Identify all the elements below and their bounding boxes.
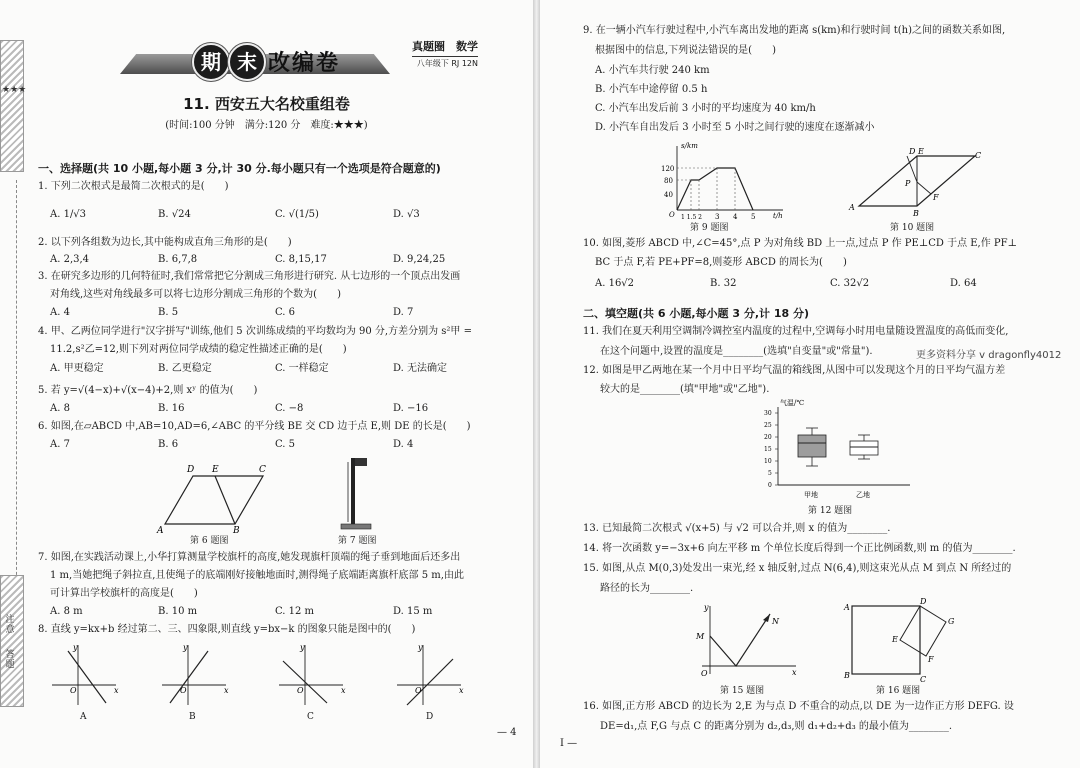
svg-text:O: O (415, 686, 422, 695)
question-8-label-a: A (80, 712, 87, 722)
question-3-option-c: C. 6 (275, 307, 296, 318)
question-8-graph-d (393, 641, 467, 709)
svg-text:x: x (341, 686, 346, 695)
figure-9-caption: 第 9 题图 (690, 223, 729, 233)
question-5-option-a: A. 8 (50, 403, 70, 414)
svg-text:5: 5 (751, 213, 756, 221)
svg-text:E: E (892, 635, 898, 644)
question-1-option-b: B. √24 (158, 209, 191, 220)
question-2-option-c: C. 8,15,17 (275, 254, 327, 265)
question-8-label-d: D (426, 712, 434, 722)
svg-text:0: 0 (768, 482, 772, 489)
svg-text:C: C (975, 151, 982, 160)
question-8-label-c: C (307, 712, 314, 722)
right-page (540, 0, 1080, 768)
question-7-option-a: A. 8 m (50, 606, 83, 617)
question-9-option-a: A. 小汽车共行驶 240 km (595, 65, 710, 76)
figure-12-boxplot (750, 397, 920, 501)
question-9-option-d: D. 小汽车自出发后 3 小时至 5 小时之间行驶的速度在逐渐减小 (595, 122, 875, 133)
question-10-option-c: C. 32√2 (830, 278, 870, 289)
margin-label-answer: 答题 (5, 650, 15, 670)
series-grade: 八年级下 RJ 12N (412, 56, 478, 69)
svg-text:C: C (920, 675, 927, 682)
svg-text:x: x (792, 668, 797, 677)
page-number-right: I — (560, 738, 578, 749)
question-8-stem: 8. 直线 y=kx+b 经过第二、三、四象限,则直线 y=bx−k 的图象只能是图中的( ) (38, 624, 416, 635)
banner-char-1: 期 (192, 43, 230, 81)
svg-text:10: 10 (764, 458, 772, 465)
svg-text:B: B (913, 209, 919, 218)
series-label (412, 38, 478, 69)
question-9-line-1: 9. 在一辆小汽车行驶过程中,小汽车离出发地的距离 s(km)和行驶时间 t(h)之间的函数关系如图, (583, 25, 1006, 36)
question-15-line-2: 路径的长为________. (600, 583, 694, 594)
question-5-option-b: B. 16 (158, 403, 185, 414)
question-8-graph-c (275, 641, 349, 709)
svg-text:A: A (849, 203, 855, 212)
svg-text:乙地: 乙地 (856, 491, 870, 499)
svg-text:F: F (928, 655, 934, 664)
question-7-option-d: D. 15 m (393, 606, 433, 617)
fig6-label-a: A (157, 526, 164, 534)
svg-text:气温/℃: 气温/℃ (780, 399, 805, 407)
fig6-label-c: C (259, 465, 266, 475)
svg-text:x: x (114, 686, 119, 695)
figure-9-distance-time-graph (655, 140, 795, 222)
svg-text:y: y (704, 603, 709, 612)
svg-text:M: M (696, 632, 705, 641)
question-4-option-c: C. 一样稳定 (275, 363, 329, 374)
question-9-option-c: C. 小汽车出发后前 3 小时的平均速度为 40 km/h (595, 103, 816, 114)
banner-rest: 改编卷 (268, 51, 341, 76)
question-7-option-c: C. 12 m (275, 606, 315, 617)
section-choice-heading: 一、选择题(共 10 小题,每小题 3 分,计 30 分.每小题只有一个选项是符合题意的) (38, 162, 441, 175)
question-12-line-2: 较大的是________(填"甲地"或"乙地"). (600, 384, 770, 395)
question-11-line-2: 在这个问题中,设置的温度是________(选填"自变量"或"常量"). (600, 346, 873, 357)
question-3-option-a: A. 4 (50, 307, 70, 318)
question-5-option-c: C. −8 (275, 403, 304, 414)
question-16-line-1: 16. 如图,正方形 ABCD 的边长为 2,E 为与点 D 不重合的动点,以 DE 为一边作正方形 DEFG. 设 (583, 701, 1014, 712)
question-13: 13. 已知最简二次根式 √(x+5) 与 √2 可以合并,则 x 的值为________. (583, 523, 891, 534)
question-1-stem: 1. 下列二次根式是最简二次根式的是( ) (38, 181, 229, 192)
svg-text:4: 4 (733, 213, 738, 221)
svg-text:30: 30 (764, 410, 772, 417)
svg-text:3: 3 (715, 213, 720, 221)
svg-text:x: x (459, 686, 464, 695)
figure-10-caption: 第 10 题图 (890, 223, 935, 233)
figure-15-reflection (692, 600, 802, 680)
question-11-line-1: 11. 我们在夏天利用空调制冷调控室内温度的过程中,空调每小时用电量随设置温度的高低而变化, (583, 326, 1009, 337)
question-15-line-1: 15. 如图,从点 M(0,3)处发出一束光,经 x 轴反射,过点 N(6,4),则这束光从点 M 到点 N 所经过的 (583, 563, 1012, 574)
svg-text:y: y (300, 643, 305, 652)
question-6-option-a: A. 7 (50, 439, 70, 450)
fig6-label-e: E (212, 465, 219, 475)
svg-text:40: 40 (664, 191, 673, 199)
svg-text:D: D (920, 598, 927, 606)
question-14: 14. 将一次函数 y=−3x+6 向左平移 m 个单位长度后得到一个正比例函数,则 m 的值为________. (583, 543, 1016, 554)
question-5-stem: 5. 若 y=√(4−x)+√(x−4)+2,则 xʸ 的值为( ) (38, 385, 258, 396)
question-7-option-b: B. 10 m (158, 606, 198, 617)
exam-meta: (时间:100 分钟 满分:120 分 难度:★★★) (165, 120, 368, 131)
left-page (0, 0, 533, 768)
question-8-graph-b (158, 641, 232, 709)
svg-text:25: 25 (764, 422, 772, 429)
question-10-option-d: D. 64 (950, 278, 977, 289)
question-10-line-2: BC 于点 F,若 PE+PF=8,则菱形 ABCD 的周长为( ) (595, 257, 847, 268)
question-4-line-1: 4. 甲、乙两位同学进行"汉字拼写"训练,他们 5 次训练成绩的平均数均为 90 分,方差分别为 s²甲 = (38, 326, 472, 337)
figure-7-flagpole (335, 452, 375, 534)
svg-text:O: O (669, 211, 675, 219)
page-number-left: — 4 (497, 727, 517, 738)
svg-text:y: y (183, 643, 188, 652)
binding-margin (0, 40, 30, 760)
svg-text:A: A (844, 603, 850, 612)
question-10-option-b: B. 32 (710, 278, 737, 289)
svg-text:1 1.5 2: 1 1.5 2 (681, 214, 702, 221)
figure-6-caption: 第 6 题图 (190, 536, 229, 546)
banner-char-2: 末 (228, 43, 266, 81)
svg-text:20: 20 (764, 434, 772, 441)
question-7-line-2: 1 m,当她把绳子斜拉直,且使绳子的底端刚好接触地面时,测得绳子底端距离旗杆底部 5 m,由此 (50, 570, 464, 581)
question-9-option-b: B. 小汽车中途停留 0.5 h (595, 84, 708, 95)
question-16-line-2: DE=d₁,点 F,G 与点 C 的距离分别为 d₂,d₃,则 d₁+d₂+d₃ 的最小值为________. (600, 721, 953, 732)
svg-text:B: B (844, 671, 850, 680)
section-fill-heading: 二、填空题(共 6 小题,每小题 3 分,计 18 分) (583, 307, 810, 320)
svg-text:甲地: 甲地 (804, 491, 818, 499)
svg-text:D: D (909, 148, 916, 156)
question-1-option-a: A. 1/√3 (50, 209, 87, 220)
question-10-option-a: A. 16√2 (595, 278, 635, 289)
series-name: 真题圈 数学 (412, 40, 478, 53)
svg-text:E: E (918, 148, 924, 156)
question-8-label-b: B (189, 712, 196, 722)
margin-hatch-bottom (0, 575, 24, 707)
svg-text:N: N (772, 617, 779, 626)
book-gutter (533, 0, 540, 768)
question-3-option-d: D. 7 (393, 307, 414, 318)
fig6-label-b: B (233, 526, 240, 534)
svg-text:t/h: t/h (773, 212, 783, 220)
svg-text:P: P (905, 179, 911, 188)
margin-label-stars: ★★★ (2, 85, 27, 95)
figure-15-caption: 第 15 题图 (720, 686, 765, 696)
question-1-option-d: D. √3 (393, 209, 420, 220)
question-9-line-2: 根据图中的信息,下列说法错误的是( ) (595, 45, 776, 56)
question-5-option-d: D. −16 (393, 403, 429, 414)
question-1-option-c: C. √(1/5) (275, 209, 319, 220)
question-6-stem: 6. 如图,在▱ABCD 中,AB=10,AD=6,∠ABC 的平分线 BE 交 CD 边于点 E,则 DE 的长是( ) (38, 421, 471, 432)
svg-text:O: O (70, 686, 77, 695)
figure-16-squares (840, 598, 965, 682)
svg-text:80: 80 (664, 177, 673, 185)
figure-7-caption: 第 7 题图 (338, 536, 377, 546)
question-6-option-c: C. 5 (275, 439, 296, 450)
svg-text:s/km: s/km (681, 142, 698, 150)
figure-12-caption: 第 12 题图 (808, 506, 853, 516)
question-2-option-d: D. 9,24,25 (393, 254, 446, 265)
question-4-option-d: D. 无法确定 (393, 363, 448, 374)
watermark-text: 更多资料分享 v dragonfly4012 (916, 350, 1062, 361)
question-3-line-1: 3. 在研究多边形的几何特征时,我们常常把它分割成三角形进行研究. 从七边形的一个顶点出发画 (38, 271, 461, 282)
svg-text:O: O (297, 686, 304, 695)
svg-text:O: O (180, 686, 187, 695)
svg-text:F: F (933, 193, 939, 202)
question-6-option-d: D. 4 (393, 439, 414, 450)
svg-text:15: 15 (764, 446, 772, 453)
question-3-line-2: 对角线,这些对角线最多可以将七边形分割成三角形的个数为( ) (50, 289, 341, 300)
question-3-option-b: B. 5 (158, 307, 179, 318)
svg-text:y: y (73, 643, 78, 652)
question-8-graph-a (48, 641, 122, 709)
question-2-option-b: B. 6,7,8 (158, 254, 198, 265)
question-4-line-2: 11.2,s²乙=12,则下列对两位同学成绩的稳定性描述正确的是( ) (50, 344, 347, 355)
svg-text:120: 120 (661, 165, 675, 173)
question-7-line-1: 7. 如图,在实践活动课上,小华打算测量学校旗杆的高度,她发现旗杆顶端的绳子垂到地面后还多出 (38, 552, 461, 563)
figure-6-parallelogram (155, 462, 275, 534)
question-10-line-1: 10. 如图,菱形 ABCD 中,∠C=45°,点 P 为对角线 BD 上一点,过点 P 作 PE⊥CD 于点 E,作 PF⊥ (583, 238, 1017, 249)
question-12-line-1: 12. 如图是甲乙两地在某一个月中日平均气温的箱线图,从图中可以发现这个月的日平均气温方差 (583, 365, 1006, 376)
question-6-option-b: B. 6 (158, 439, 179, 450)
margin-label-note: 注意 (5, 615, 15, 635)
question-4-option-a: A. 甲更稳定 (50, 363, 104, 374)
cut-line (16, 180, 18, 600)
svg-text:x: x (224, 686, 229, 695)
exam-banner (120, 40, 390, 80)
question-2-option-a: A. 2,3,4 (50, 254, 90, 265)
svg-text:5: 5 (768, 470, 772, 477)
svg-text:G: G (948, 617, 955, 626)
svg-text:O: O (701, 669, 708, 678)
question-2-stem: 2. 以下列各组数为边长,其中能构成直角三角形的是( ) (38, 237, 292, 248)
exam-title: 11. 西安五大名校重组卷 (183, 95, 350, 113)
question-4-option-b: B. 乙更稳定 (158, 363, 212, 374)
question-7-line-3: 可计算出学校旗杆的高度是( ) (50, 588, 198, 599)
figure-10-rhombus (845, 148, 985, 220)
fig6-label-d: D (187, 465, 195, 475)
svg-text:y: y (418, 643, 423, 652)
figure-16-caption: 第 16 题图 (876, 686, 921, 696)
